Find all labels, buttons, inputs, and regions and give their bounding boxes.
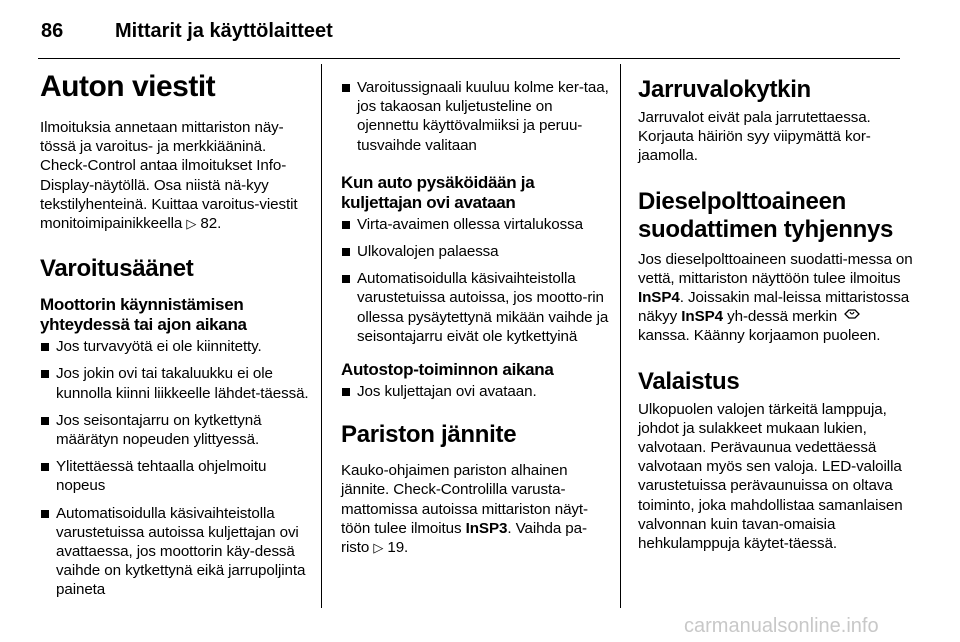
list-item: Varoitussignaali kuuluu kolme ker-taa, jos takaosan kuljetusteline on ojennettu käyttövalmiiksi ja peruu-tusvaihde valitaan [341,78,613,155]
bullet-icon [342,84,350,92]
subsection-title: Kun auto pysäköidään ja kuljettajan ovi avataan [341,172,535,212]
page-header [38,20,918,50]
list-item: Automatisoidulla käsivaihteistolla varustetuissa autoissa, jos mootto-rin ollessa pysäytettynä mikään vaihde ja seisontajarru eivät ole kytkettyinä [341,269,613,346]
bullet-list [341,78,613,155]
list-item: Jos turvavyötä ei ole kiinnitetty. [40,337,310,356]
header-title: Mittarit ja käyttölaitteet [115,20,333,42]
diesel-paragraph: Jos dieselpolttoaineen suodatti-messa on vettä, mittariston näyttöön tulee ilmoitus InSP4. Joissakin mal-leissa mittaristossa näkyy InSP4 yh-dessä merkin kanssa. Käänny korjaamon puoleen. [638,250,913,345]
display-code: InSP3 [465,519,508,537]
intro-paragraph [40,118,310,233]
section-title-diesel-filter: Dieselpolttoaineen suodattimen tyhjennys [638,187,894,243]
column-3 [638,76,918,575]
list-item: Automatisoidulla käsivaihteistolla varustetuissa autoissa kuljettajan ovi avattaessa, jos moottorin käy-dessä vaihde on kytkettynä eikä jarrupoljinta paineta [40,504,310,600]
bullet-icon [41,463,49,471]
page-reference-icon: ▷ [373,540,384,556]
intro-text: Ilmoituksia annetaan mittariston näy-tössä ja varoitus- ja merkkiääninä. Check-Control antaa ilmoitukset Info-Display-näytöllä. Osa niistä nä-kyy tekstilyhenteinä. Kuittaa varoitus-viestit monitoimipainikkeella [40,119,298,233]
bullet-icon [342,248,350,256]
section-title-pariston-jannite: Pariston jännite [341,421,517,449]
subsection-title: Moottorin käynnistämisen yhteydessä tai ajon aikana [40,295,247,335]
bullet-icon [41,343,49,351]
list-item: Virta-avaimen ollessa virtalukossa [341,215,613,234]
column-1 [40,70,310,614]
watermark: carmanualsonline.info [684,615,879,637]
bullet-icon [342,275,350,283]
section-title-varoitusaanet: Varoitusäänet [40,255,194,283]
subsection-title: Autostop-toiminnon aikana [341,360,554,380]
lighting-paragraph: Ulkopuolen valojen tärkeitä lamppuja, johdot ja sulakkeet mukaan lukien, valvotaan. Perävaunua vedettäessä valvotaan myös sen valoja. LED-valoilla varustetuissa perävaunuissa on oltava toiminto, joka mahdollistaa samanlaisen valvonnan kuin tavan-omaisia hehkulamppuja käytet-täessä. [638,400,903,553]
page-reference-icon: ▷ [186,216,197,232]
column-2 [341,78,613,579]
list-item: Ulkovalojen palaessa [341,242,613,261]
section-title-valaistus: Valaistus [638,367,740,395]
header-rule [38,58,900,59]
display-code: InSP4 [638,289,680,307]
column-divider [620,64,621,608]
brake-light-paragraph: Jarruvalot eivät pala jarrutettaessa. Korjauta häiriön syy viipymättä kor-jaamolla. [638,109,871,165]
bullet-icon [342,221,350,229]
page-number: 86 [41,20,64,42]
display-code: InSP4 [681,308,724,326]
battery-paragraph: Kauko-ohjaimen pariston alhainen jännite. Check-Controlilla varusta-mattomissa autoissa mittariston näyt-töön tulee ilmoitus InSP3. Vaihda pa-risto ▷ 19. [341,462,588,557]
bullet-icon [41,417,49,425]
page-reference: 82. [200,215,222,233]
section-title-jarruvalokytkin: Jarruvalokytkin [638,76,811,103]
column-divider [321,64,322,608]
list-item: Ylitettäessä tehtaalla ohjelmoitu nopeus [40,457,310,495]
list-item: Jos kuljettajan ovi avataan. [341,382,613,401]
bullet-icon [342,388,350,396]
fuel-filter-icon [841,307,863,326]
list-item: Jos seisontajarru on kytkettynä määrätyn nopeuden ylittyessä. [40,411,310,449]
section-title-auton-viestit: Auton viestit [40,70,216,103]
bullet-list [341,382,613,401]
bullet-icon [41,370,49,378]
list-item: Jos jokin ovi tai takaluukku ei ole kunnolla kiinni liikkeelle lähdet-täessä. [40,364,310,402]
bullet-list [40,337,310,599]
bullet-icon [41,510,49,518]
page-reference: 19. [387,539,409,557]
bullet-list [341,215,613,346]
